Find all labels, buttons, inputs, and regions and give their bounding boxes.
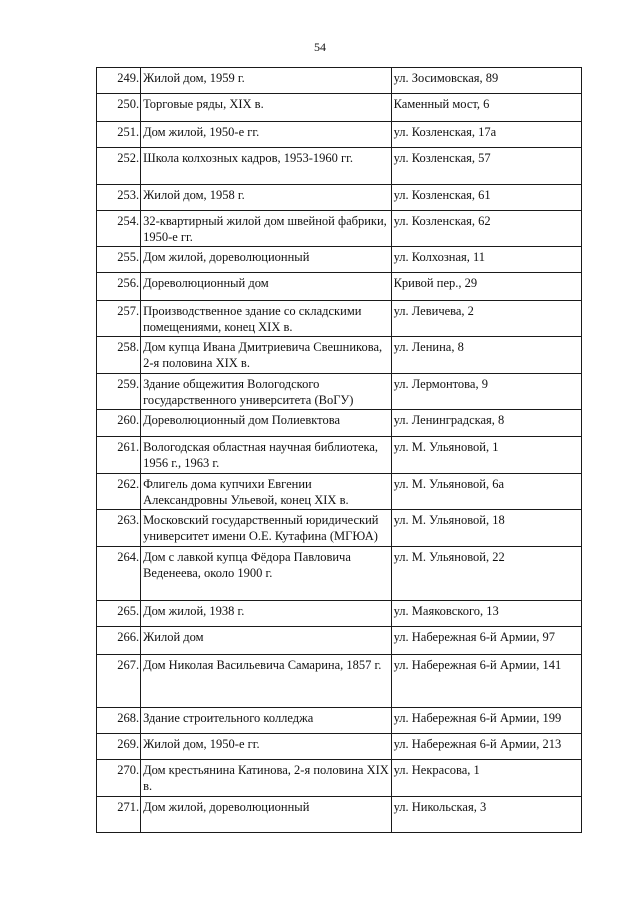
object-name: Вологодская областная научная библиотека, 1956 г., 1963 г. [141, 437, 392, 474]
object-address: ул. М. Ульяновой, 22 [391, 547, 581, 601]
object-name: Дом жилой, дореволюционный [141, 797, 392, 833]
table-row [97, 734, 582, 760]
table-row [97, 437, 582, 474]
row-number: 251. [97, 122, 141, 148]
row-number: 261. [97, 437, 141, 474]
object-name: Жилой дом, 1950-е гг. [141, 734, 392, 760]
row-number: 269. [97, 734, 141, 760]
object-address: ул. Ленина, 8 [391, 337, 581, 374]
table-row [97, 273, 582, 301]
table-row [97, 510, 582, 547]
object-address: ул. М. Ульяновой, 18 [391, 510, 581, 547]
table-row [97, 185, 582, 211]
object-address: ул. Колхозная, 11 [391, 247, 581, 273]
object-name: Дом купца Ивана Дмитриевича Свешникова, 2-я половина XIX в. [141, 337, 392, 374]
object-address: ул. Набережная 6-й Армии, 141 [391, 655, 581, 708]
table-row [97, 122, 582, 148]
row-number: 262. [97, 474, 141, 510]
object-name: Жилой дом [141, 627, 392, 655]
page-number: 54 [314, 40, 326, 54]
row-number: 270. [97, 760, 141, 797]
object-address: ул. Некрасова, 1 [391, 760, 581, 797]
row-number: 265. [97, 601, 141, 627]
row-number: 249. [97, 68, 141, 94]
object-name: Школа колхозных кадров, 1953-1960 гг. [141, 148, 392, 185]
table-row [97, 68, 582, 94]
row-number: 258. [97, 337, 141, 374]
object-name: Производственное здание со складскими помещениями, конец XIX в. [141, 301, 392, 337]
object-name: Дом жилой, 1938 г. [141, 601, 392, 627]
object-address: ул. М. Ульяновой, 1 [391, 437, 581, 474]
object-address: Кривой пер., 29 [391, 273, 581, 301]
object-address: ул. Козленская, 61 [391, 185, 581, 211]
row-number: 253. [97, 185, 141, 211]
object-name: Здание строительного колледжа [141, 708, 392, 734]
object-name: Жилой дом, 1958 г. [141, 185, 392, 211]
object-name: Здание общежития Вологодского государственного университета (ВоГУ) [141, 374, 392, 410]
object-name: Дом жилой, 1950-е гг. [141, 122, 392, 148]
object-address: ул. Набережная 6-й Армии, 97 [391, 627, 581, 655]
object-name: Дом с лавкой купца Фёдора Павловича Веденеева, около 1900 г. [141, 547, 392, 601]
table-row [97, 94, 582, 122]
object-name: 32-квартирный жилой дом швейной фабрики, 1950-е гг. [141, 211, 392, 247]
object-address: Каменный мост, 6 [391, 94, 581, 122]
object-address: ул. Левичева, 2 [391, 301, 581, 337]
object-address: ул. М. Ульяновой, 6а [391, 474, 581, 510]
object-name: Дореволюционный дом Полиевктова [141, 410, 392, 437]
table-row [97, 410, 582, 437]
table-row [97, 655, 582, 708]
object-name: Дом жилой, дореволюционный [141, 247, 392, 273]
heritage-objects-table [96, 67, 582, 833]
table-row [97, 247, 582, 273]
row-number: 267. [97, 655, 141, 708]
object-name: Флигель дома купчихи Евгении Александровны Ульевой, конец XIX в. [141, 474, 392, 510]
row-number: 266. [97, 627, 141, 655]
object-address: ул. Набережная 6-й Армии, 199 [391, 708, 581, 734]
object-address: ул. Ленинградская, 8 [391, 410, 581, 437]
row-number: 264. [97, 547, 141, 601]
row-number: 257. [97, 301, 141, 337]
object-address: ул. Козленская, 17а [391, 122, 581, 148]
row-number: 255. [97, 247, 141, 273]
row-number: 268. [97, 708, 141, 734]
object-name: Дореволюционный дом [141, 273, 392, 301]
object-name: Московский государственный юридический университет имени О.Е. Кутафина (МГЮА) [141, 510, 392, 547]
table-row [97, 301, 582, 337]
object-address: ул. Козленская, 62 [391, 211, 581, 247]
row-number: 263. [97, 510, 141, 547]
table-row [97, 211, 582, 247]
object-address: ул. Лермонтова, 9 [391, 374, 581, 410]
object-name: Торговые ряды, XIX в. [141, 94, 392, 122]
table-row [97, 760, 582, 797]
table-row [97, 374, 582, 410]
row-number: 259. [97, 374, 141, 410]
object-address: ул. Козленская, 57 [391, 148, 581, 185]
row-number: 252. [97, 148, 141, 185]
table-row [97, 708, 582, 734]
object-name: Дом Николая Васильевича Самарина, 1857 г. [141, 655, 392, 708]
row-number: 256. [97, 273, 141, 301]
table-row [97, 148, 582, 185]
table-row [97, 547, 582, 601]
object-name: Жилой дом, 1959 г. [141, 68, 392, 94]
table-body [97, 68, 582, 833]
row-number: 254. [97, 211, 141, 247]
object-address: ул. Набережная 6-й Армии, 213 [391, 734, 581, 760]
table-row [97, 627, 582, 655]
table-row [97, 601, 582, 627]
row-number: 260. [97, 410, 141, 437]
table-row [97, 797, 582, 833]
object-address: ул. Зосимовская, 89 [391, 68, 581, 94]
object-address: ул. Маяковского, 13 [391, 601, 581, 627]
row-number: 271. [97, 797, 141, 833]
row-number: 250. [97, 94, 141, 122]
object-name: Дом крестьянина Катинова, 2-я половина XIX в. [141, 760, 392, 797]
table-row [97, 337, 582, 374]
table-row [97, 474, 582, 510]
object-address: ул. Никольская, 3 [391, 797, 581, 833]
